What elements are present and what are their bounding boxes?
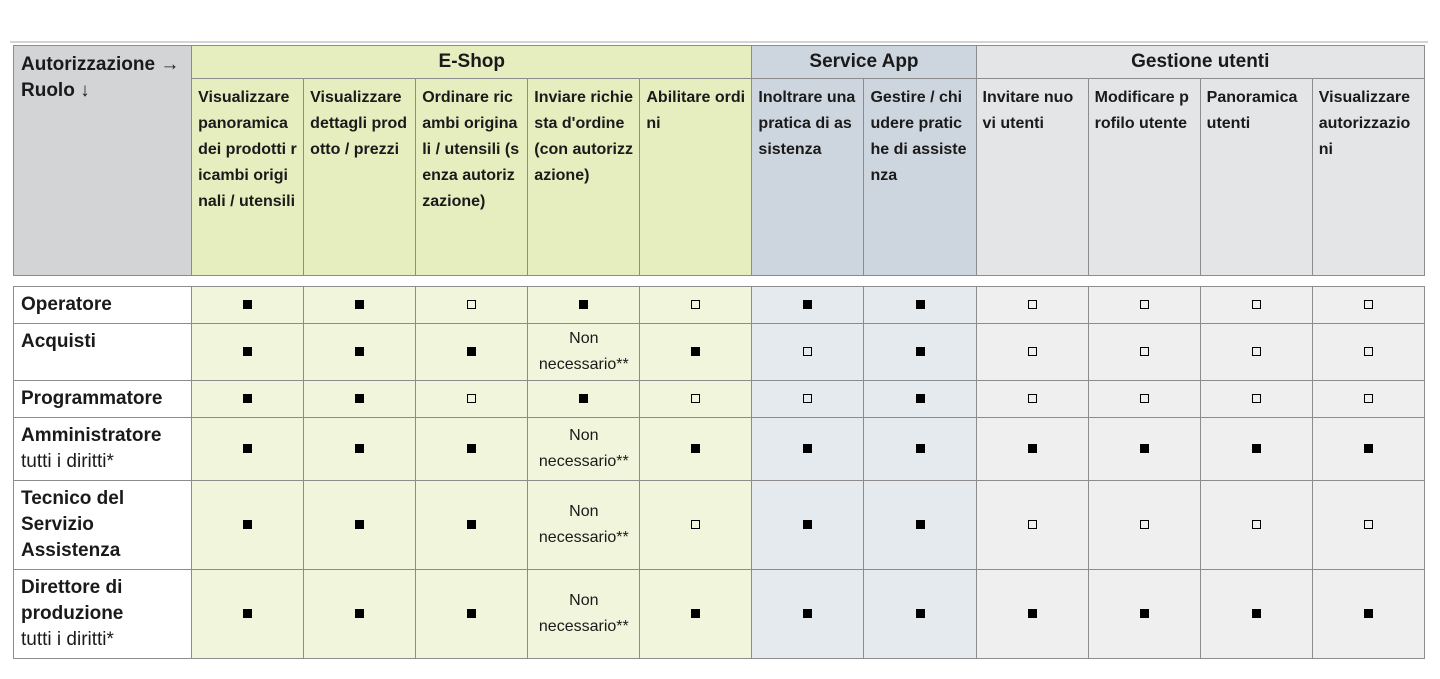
filled-square-icon [916, 609, 925, 618]
permission-cell [1200, 287, 1312, 324]
permission-cell [304, 570, 416, 659]
column-header: Ordinare ricambi originali / utensili (senza autorizzazione) [416, 79, 528, 276]
role-cell [14, 570, 192, 659]
filled-square-icon [243, 520, 252, 529]
permission-cell [976, 287, 1088, 324]
filled-square-icon [579, 300, 588, 309]
role-name: Amministratore [21, 425, 162, 446]
filled-square-icon [916, 520, 925, 529]
permission-cell [1088, 287, 1200, 324]
column-header: Inviare richiesta d'ordine (con autorizzazione) [528, 79, 640, 276]
role-name: Acquisti [21, 331, 96, 352]
column-header: Visualizzare dettagli prodotto / prezzi [304, 79, 416, 276]
permission-cell [416, 418, 528, 481]
filled-square-icon [467, 609, 476, 618]
empty-square-icon [1140, 347, 1149, 356]
permission-cell [1312, 324, 1424, 381]
permission-cell [1200, 570, 1312, 659]
permission-cell [1312, 381, 1424, 418]
permission-cell [864, 418, 976, 481]
filled-square-icon [243, 347, 252, 356]
corner-line-permission: Autorizzazione → [21, 54, 180, 75]
empty-square-icon [1028, 394, 1037, 403]
permission-cell [976, 381, 1088, 418]
role-subtitle: tutti i diritti* [21, 451, 114, 472]
corner-line-role: Ruolo ↓ [21, 80, 90, 101]
empty-square-icon [1140, 394, 1149, 403]
permission-cell [1200, 481, 1312, 570]
filled-square-icon [243, 300, 252, 309]
permission-cell [640, 570, 752, 659]
empty-square-icon [691, 394, 700, 403]
permission-cell [976, 418, 1088, 481]
not-required-text: Non necessario** [538, 592, 629, 635]
permission-cell [752, 287, 864, 324]
permission-cell [1088, 324, 1200, 381]
column-header: Gestire / chiudere pratiche di assistenza [864, 79, 976, 276]
empty-square-icon [1252, 394, 1261, 403]
filled-square-icon [1364, 609, 1373, 618]
permission-cell [528, 324, 640, 381]
table-row [14, 287, 1425, 324]
filled-square-icon [467, 520, 476, 529]
permission-cell [1312, 481, 1424, 570]
permission-cell [752, 481, 864, 570]
column-header: Visualizzare autorizzazioni [1312, 79, 1424, 276]
filled-square-icon [691, 444, 700, 453]
filled-square-icon [1140, 444, 1149, 453]
header-spacer [14, 276, 1425, 287]
empty-square-icon [1252, 347, 1261, 356]
filled-square-icon [243, 609, 252, 618]
permission-cell [1088, 481, 1200, 570]
permission-cell [528, 570, 640, 659]
corner-header [14, 46, 192, 276]
empty-square-icon [1028, 347, 1037, 356]
filled-square-icon [1028, 444, 1037, 453]
filled-square-icon [467, 444, 476, 453]
permission-cell [1200, 418, 1312, 481]
empty-square-icon [1252, 520, 1261, 529]
role-name: Direttore di produzione [21, 577, 124, 624]
filled-square-icon [1252, 609, 1261, 618]
permission-cell [304, 418, 416, 481]
filled-square-icon [916, 444, 925, 453]
permission-cell [640, 324, 752, 381]
permission-cell [1088, 381, 1200, 418]
column-header: Inoltrare una pratica di assistenza [752, 79, 864, 276]
role-cell [14, 481, 192, 570]
permission-cell [864, 570, 976, 659]
filled-square-icon [1028, 609, 1037, 618]
table-row [14, 481, 1425, 570]
top-rule [10, 41, 1428, 43]
empty-square-icon [1364, 520, 1373, 529]
permission-cell [528, 418, 640, 481]
permission-cell [752, 570, 864, 659]
not-required-text: Non necessario** [538, 427, 629, 470]
filled-square-icon [916, 347, 925, 356]
column-header: Visualizzare panoramica dei prodotti ricambi originali / utensili [192, 79, 304, 276]
permission-cell [1088, 418, 1200, 481]
role-subtitle: tutti i diritti* [21, 629, 114, 650]
role-name: Tecnico del Servizio Assistenza [21, 488, 125, 561]
role-cell [14, 287, 192, 324]
permission-cell [304, 287, 416, 324]
permission-cell [1200, 381, 1312, 418]
filled-square-icon [355, 609, 364, 618]
permission-cell [752, 324, 864, 381]
permission-cell [192, 418, 304, 481]
permission-cell [976, 324, 1088, 381]
role-name: Programmatore [21, 388, 163, 409]
permissions-table [13, 45, 1425, 659]
filled-square-icon [355, 444, 364, 453]
group-header-eshop: E-Shop [192, 46, 752, 79]
empty-square-icon [467, 300, 476, 309]
filled-square-icon [691, 609, 700, 618]
permission-cell [416, 570, 528, 659]
empty-square-icon [803, 347, 812, 356]
column-header: Panoramica utenti [1200, 79, 1312, 276]
permission-cell [304, 481, 416, 570]
permission-cell [416, 324, 528, 381]
filled-square-icon [691, 347, 700, 356]
empty-square-icon [1028, 300, 1037, 309]
permission-cell [304, 381, 416, 418]
permission-cell [752, 418, 864, 481]
filled-square-icon [467, 347, 476, 356]
not-required-text: Non necessario** [538, 330, 629, 373]
role-cell [14, 324, 192, 381]
empty-square-icon [1028, 520, 1037, 529]
filled-square-icon [803, 444, 812, 453]
role-cell [14, 381, 192, 418]
permission-cell [528, 481, 640, 570]
group-header-user-management: Gestione utenti [976, 46, 1424, 79]
filled-square-icon [916, 300, 925, 309]
filled-square-icon [803, 520, 812, 529]
empty-square-icon [1364, 347, 1373, 356]
permission-cell [1088, 570, 1200, 659]
permission-cell [1200, 324, 1312, 381]
filled-square-icon [355, 300, 364, 309]
column-header: Invitare nuovi utenti [976, 79, 1088, 276]
table-row [14, 570, 1425, 659]
role-name: Operatore [21, 294, 112, 315]
role-cell [14, 418, 192, 481]
permission-cell [864, 324, 976, 381]
permission-cell [528, 287, 640, 324]
empty-square-icon [467, 394, 476, 403]
table-row [14, 324, 1425, 381]
filled-square-icon [1140, 609, 1149, 618]
empty-square-icon [1140, 300, 1149, 309]
column-header: Modificare profilo utente [1088, 79, 1200, 276]
column-header: Abilitare ordini [640, 79, 752, 276]
empty-square-icon [691, 300, 700, 309]
permission-cell [976, 481, 1088, 570]
filled-square-icon [355, 394, 364, 403]
permission-cell [192, 287, 304, 324]
permission-cell [1312, 418, 1424, 481]
permission-cell [192, 570, 304, 659]
empty-square-icon [691, 520, 700, 529]
table-row [14, 381, 1425, 418]
permission-cell [528, 381, 640, 418]
filled-square-icon [916, 394, 925, 403]
permission-cell [640, 481, 752, 570]
filled-square-icon [243, 394, 252, 403]
permission-cell [192, 381, 304, 418]
filled-square-icon [579, 394, 588, 403]
permission-cell [864, 481, 976, 570]
empty-square-icon [1140, 520, 1149, 529]
permission-cell [640, 381, 752, 418]
permission-cell [640, 287, 752, 324]
permission-cell [416, 481, 528, 570]
permission-cell [304, 324, 416, 381]
group-header-service-app: Service App [752, 46, 976, 79]
permission-cell [1312, 287, 1424, 324]
permission-cell [976, 570, 1088, 659]
empty-square-icon [803, 394, 812, 403]
permission-cell [752, 381, 864, 418]
not-required-text: Non necessario** [538, 503, 629, 546]
permission-cell [864, 287, 976, 324]
filled-square-icon [1252, 444, 1261, 453]
filled-square-icon [243, 444, 252, 453]
table-row [14, 418, 1425, 481]
filled-square-icon [803, 300, 812, 309]
permission-cell [640, 418, 752, 481]
permission-cell [192, 481, 304, 570]
permission-cell [192, 324, 304, 381]
empty-square-icon [1364, 394, 1373, 403]
filled-square-icon [1364, 444, 1373, 453]
permission-cell [864, 381, 976, 418]
filled-square-icon [355, 520, 364, 529]
permission-cell [1312, 570, 1424, 659]
empty-square-icon [1252, 300, 1261, 309]
permission-cell [416, 381, 528, 418]
filled-square-icon [803, 609, 812, 618]
filled-square-icon [355, 347, 364, 356]
permission-cell [416, 287, 528, 324]
empty-square-icon [1364, 300, 1373, 309]
